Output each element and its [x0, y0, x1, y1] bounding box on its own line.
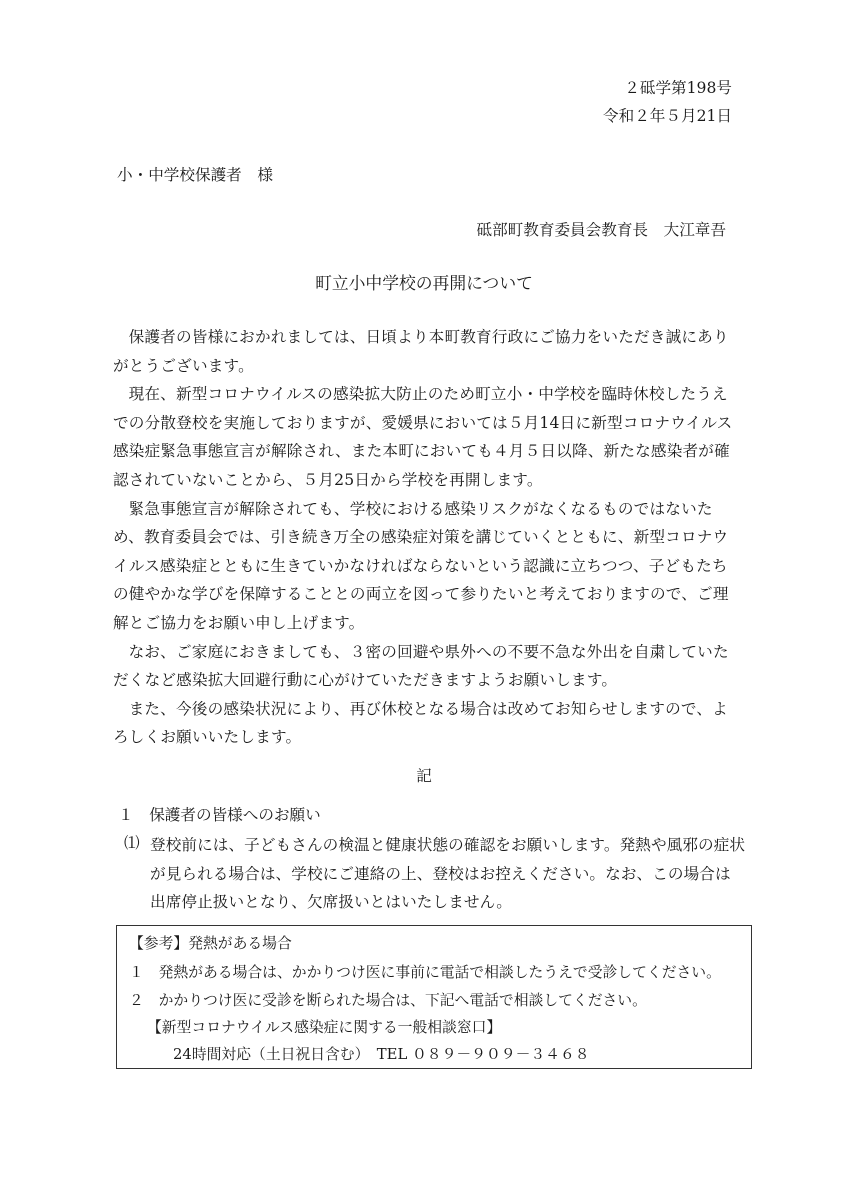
contact-detail: 24時間対応（土日祝日含む） TEL ０８９－９０９－３４６８ — [173, 1046, 590, 1063]
contact-title: 【新型コロナウイルス感染症に関する一般相談窓口】 — [147, 1019, 502, 1036]
item-number: ⑴ — [124, 834, 140, 852]
item-text: 登校前には、子どもさんの検温と健康状態の確認をお願いします。発熱や風邪の症状が見られる場合は、学校にご連絡の上、登校はお控えください。なお、この場合は出席停止扱いとなり、欠席扱いとはいたしません。 — [150, 836, 746, 911]
paragraph: 緊急事態宣言が解除されても、学校における感染リスクがなくなるものではないため、教育委員会では、引き続き万全の感染症対策を講じていくとともに、新型コロナウイルス感染症とともに生きていかなければならないという認識に立ちつつ、子どもたちの健やかな学びを保障することとの両立を図って参りたいと考えておりますので、ご理解とご協力をお願い申し上げます。 — [113, 499, 729, 632]
paragraph: 保護者の皆様におかれましては、日頃より本町教育行政にご協力をいただき誠にありがとうございます。 — [113, 328, 729, 375]
list-item — [124, 831, 746, 917]
recipient: 小・中学校保護者 様 — [117, 166, 273, 184]
sender: 砥部町教育委員会教育長 大江章吾 — [476, 221, 726, 239]
reference-title: 【参考】発熱がある場合 — [129, 935, 292, 952]
document-number: ２砥学第198号 — [624, 79, 732, 97]
body-text — [113, 323, 743, 752]
document-title: 町立小中学校の再開について — [315, 273, 533, 293]
section-heading: １ 保護者の皆様へのお願い — [118, 806, 321, 824]
reference-line: １ 発熱がある場合は、かかりつけ医に事前に電話で相談したうえで受診してください。 — [129, 964, 721, 981]
paragraph: なお、ご家庭におきましても、３密の回避や県外への不要不急な外出を自粛していただくなど感染拡大回避行動に心がけていただきますようお願いします。 — [113, 642, 729, 690]
reference-box — [116, 925, 752, 1069]
paragraph: 現在、新型コロナウイルスの感染拡大防止のため町立小・中学校を臨時休校したうえでの分散登校を実施しておりますが、愛媛県においては５月14日に新型コロナウイルス感染症緊急事態宣言が解除され、また本町においても４月５日以降、新たな感染者が確認されていないことから、５月25日から学校を再開します。 — [113, 385, 733, 489]
ki-heading: 記 — [416, 767, 432, 785]
paragraph: また、今後の感染状況により、再び休校となる場合は改めてお知らせしますので、よろしくお願いいたします。 — [113, 699, 728, 747]
reference-line: ２ かかりつけ医に受診を断られた場合は、下記へ電話で相談してください。 — [129, 992, 647, 1009]
document-date: 令和２年５月21日 — [603, 107, 732, 125]
